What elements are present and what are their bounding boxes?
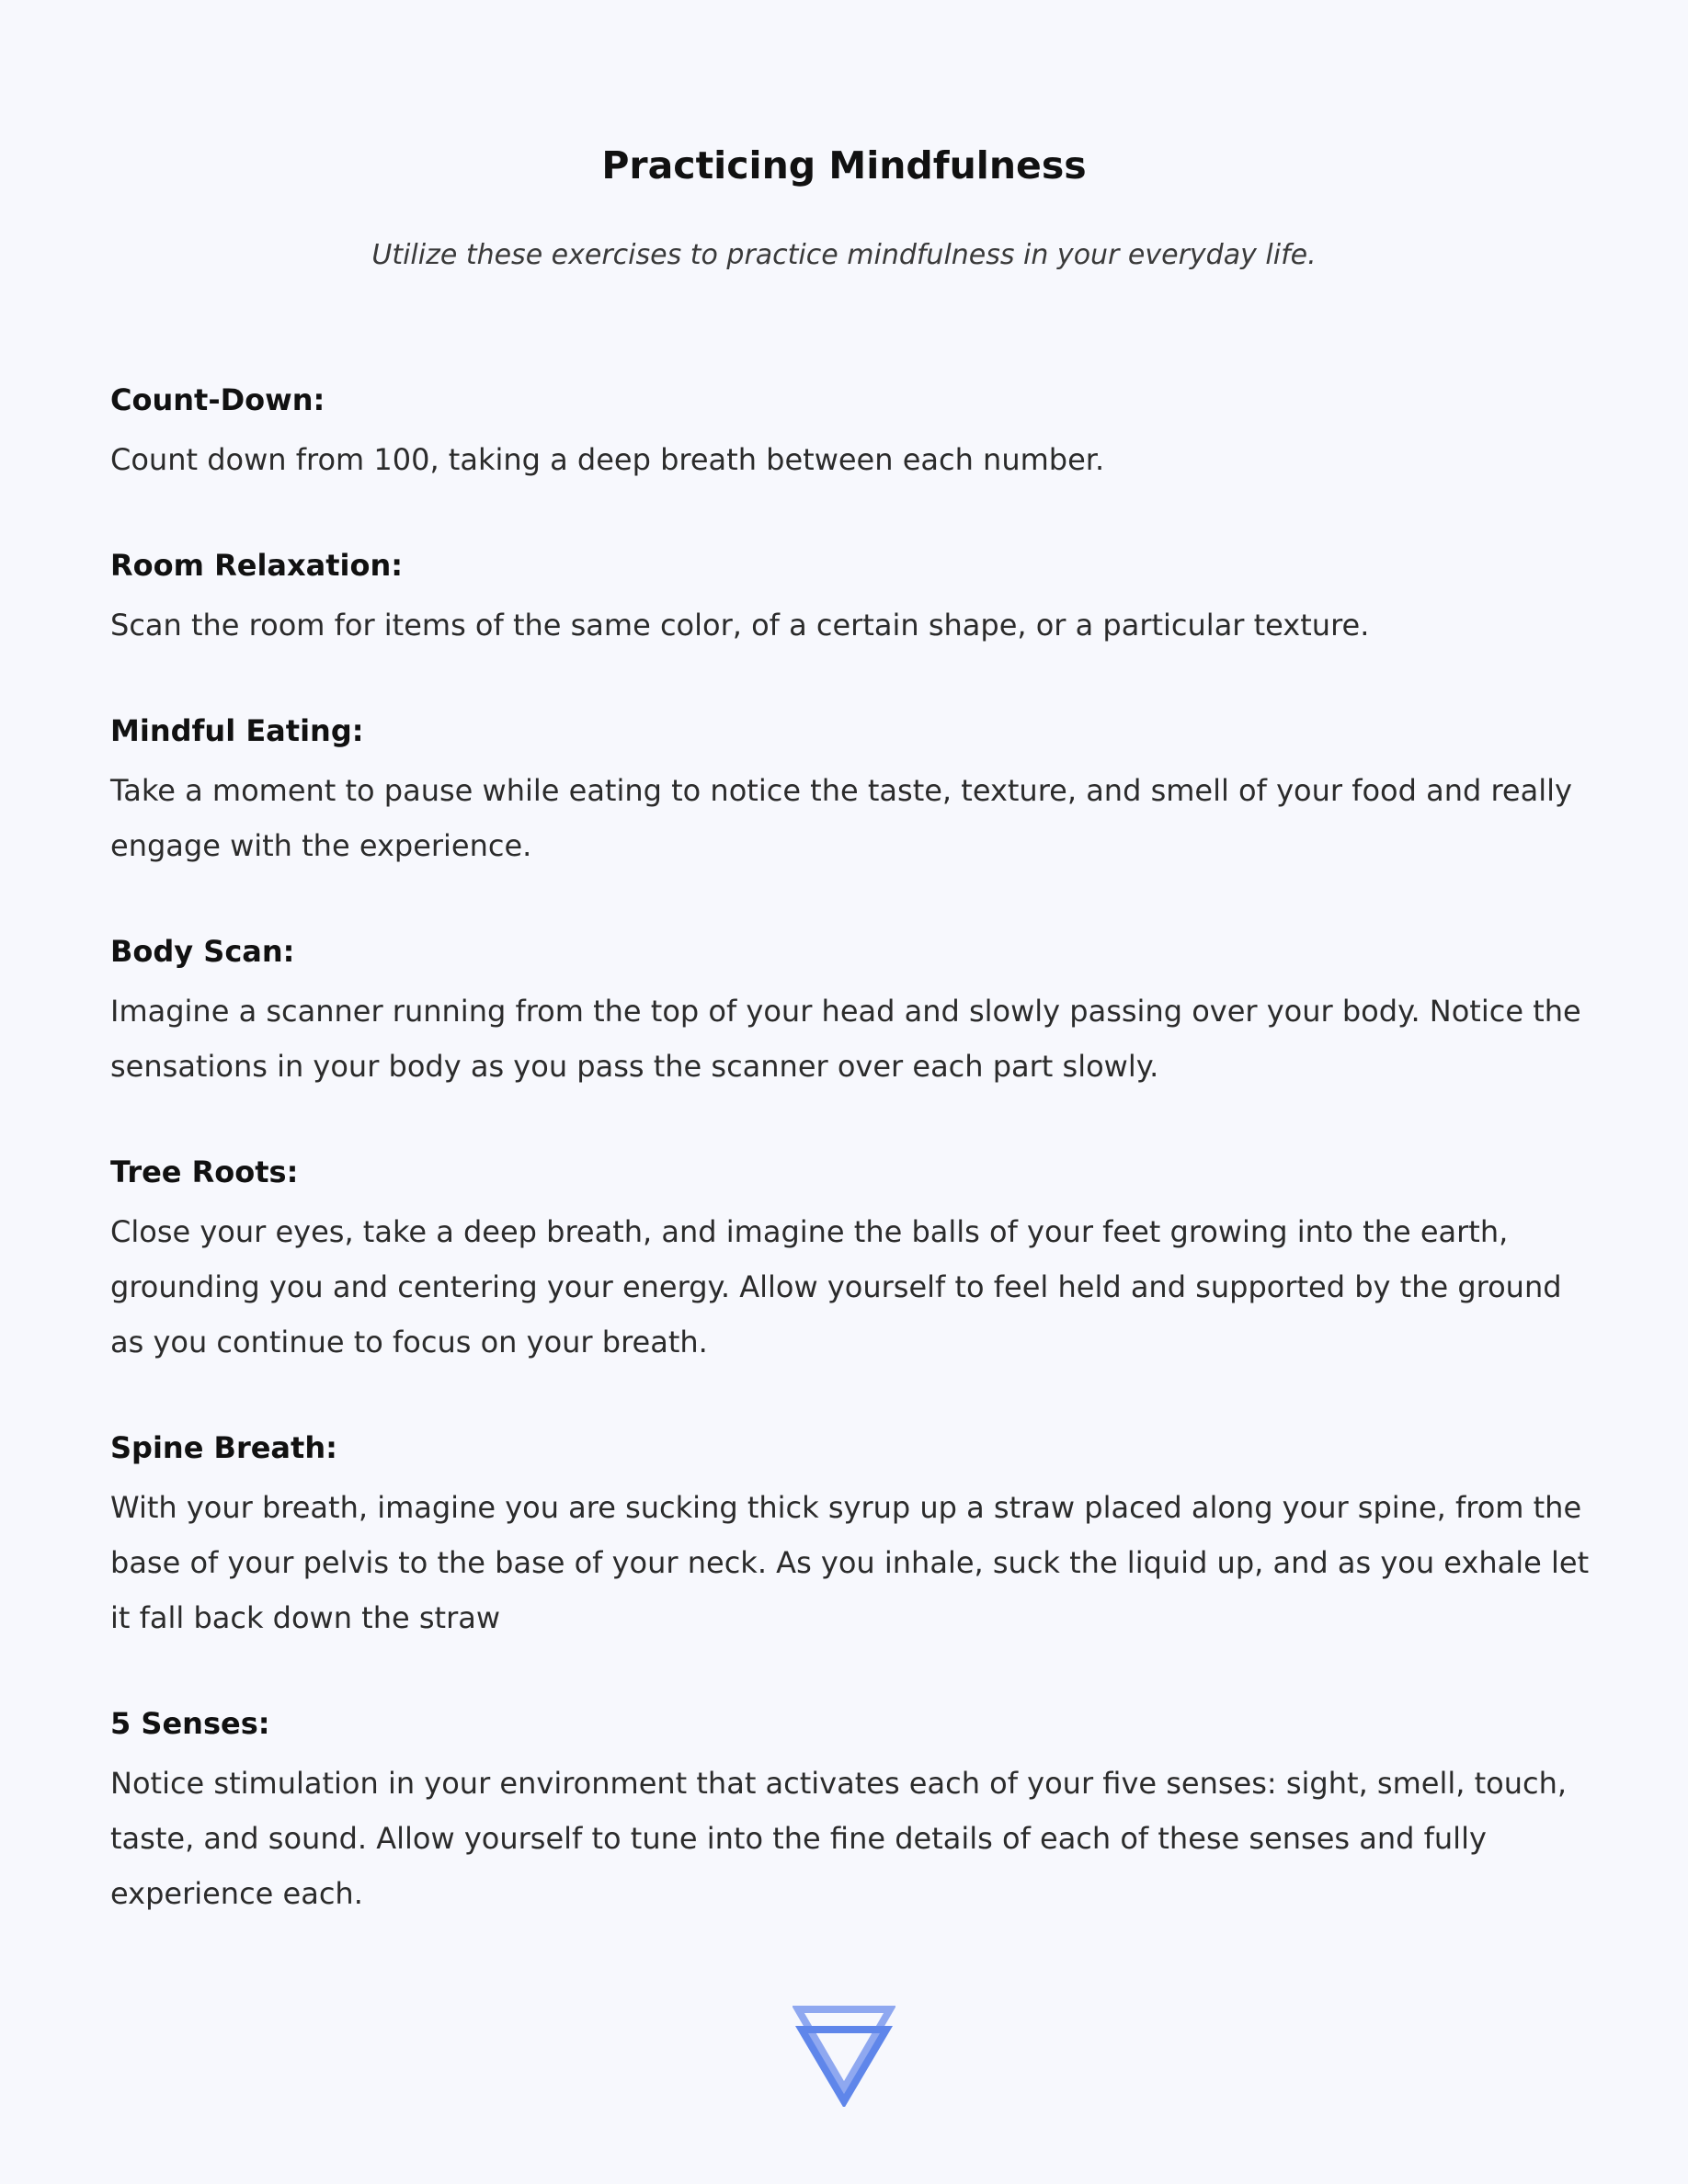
exercise-description: Close your eyes, take a deep breath, and imagine the balls of your feet growing into the earth, grounding you and centering your energy. Allow yourself to feel held and supported by the ground as you continue to focus on your breath.: [110, 1214, 1562, 1359]
exercise-title: Mindful Eating:: [110, 713, 364, 748]
exercise-description: With your breath, imagine you are sucking thick syrup up a straw placed along your spine, from the base of your pelvis to the base of your neck. As you inhale, suck the liquid up, and as you exhale let it fall back down the straw: [110, 1490, 1590, 1635]
exercise-description: Notice stimulation in your environment that activates each of your five senses: sight, smell, touch, taste, and sound. Allow yourself to tune into the fine details of each of these senses and fully experience each.: [110, 1766, 1568, 1911]
exercise-title: Spine Breath:: [110, 1430, 337, 1465]
exercise-list: [110, 377, 1600, 1976]
exercise-description: Count down from 100, taking a deep breath between each number.: [110, 442, 1105, 477]
exercise-title: Tree Roots:: [110, 1155, 299, 1189]
exercise-description: Imagine a scanner running from the top of your head and slowly passing over your body. Notice the sensations in your body as you pass the scanner over each part slowly.: [110, 994, 1581, 1084]
exercise-title: Room Relaxation:: [110, 548, 404, 583]
page-title: Practicing Mindfulness: [601, 143, 1087, 188]
exercise-item: [110, 928, 1600, 1094]
exercise-description: Scan the room for items of the same color, of a certain shape, or a particular texture.: [110, 608, 1370, 643]
double-triangle-logo-icon: [793, 2004, 895, 2107]
exercise-item: [110, 377, 1600, 487]
exercise-item: [110, 1425, 1600, 1645]
exercise-item: [110, 1701, 1600, 1921]
exercise-item: [110, 708, 1600, 873]
exercise-item: [110, 1149, 1600, 1370]
page-subtitle: Utilize these exercises to practice mindfulness in your everyday life.: [371, 239, 1317, 271]
exercise-item: [110, 542, 1600, 653]
exercise-title: 5 Senses:: [110, 1706, 270, 1741]
exercise-title: Count-Down:: [110, 382, 325, 417]
exercise-description: Take a moment to pause while eating to notice the taste, texture, and smell of your food and really engage with the experience.: [110, 773, 1572, 863]
exercise-title: Body Scan:: [110, 934, 295, 969]
